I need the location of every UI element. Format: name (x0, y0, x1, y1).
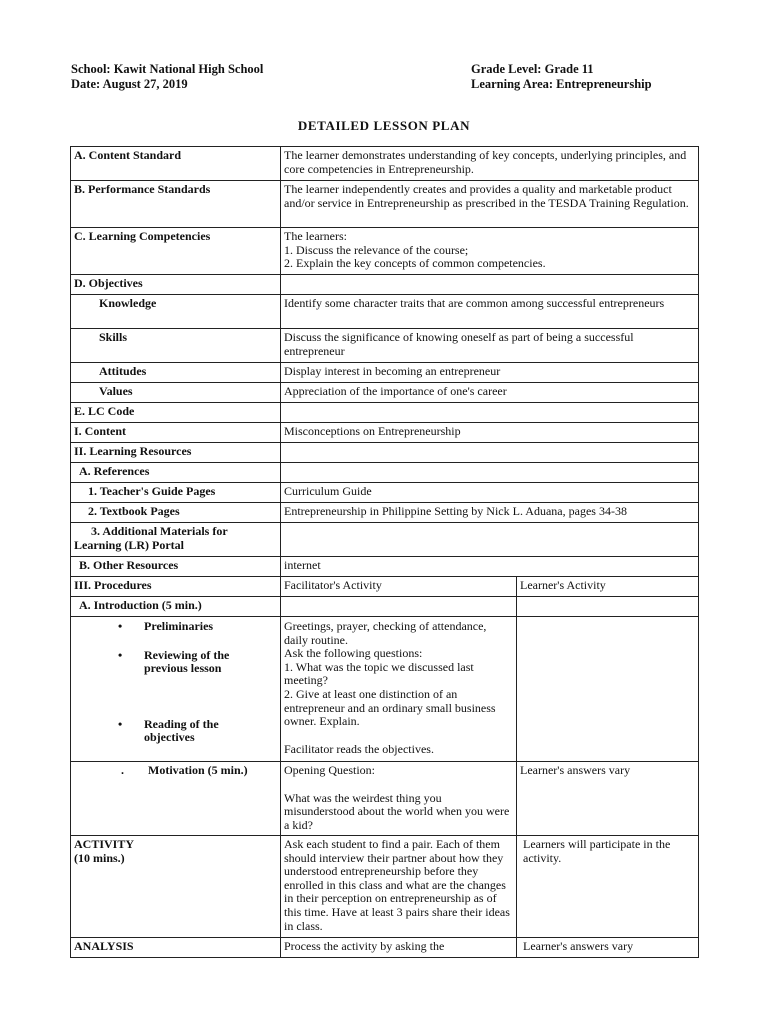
label-lc-code: E. LC Code (71, 403, 281, 423)
row-values (71, 383, 699, 403)
opening-question: What was the weirdest thing you misunderstood about the world when you were a kid? (284, 790, 510, 832)
step-label: Preliminaries (144, 619, 214, 633)
competency-1: 1. Discuss the relevance of the course; (284, 242, 469, 257)
competency-2: 2. Explain the key concepts of common competencies. (284, 256, 546, 271)
row-lc-code (71, 403, 699, 423)
row-performance-standards (71, 181, 699, 228)
label-additional-materials: 3. Additional Materials for Learning (LR) Portal (71, 523, 281, 557)
label-values: Values (71, 383, 281, 403)
value-values: Appreciation of the importance of one's career (281, 383, 699, 403)
value-objectives (281, 275, 699, 295)
value-teachers-guide: Curriculum Guide (281, 483, 699, 503)
lesson-date: Date: August 27, 2019 (71, 77, 188, 91)
label-procedures: III. Procedures (71, 577, 281, 597)
label-skills: Skills (71, 329, 281, 363)
motivation-learner: Learner's answers vary (517, 762, 699, 836)
label-attitudes: Attitudes (71, 363, 281, 383)
row-teachers-guide (71, 483, 699, 503)
header-learner-activity: Learner's Activity (517, 577, 699, 597)
step-label: Reviewing of the previous lesson (144, 647, 230, 676)
row-motivation (71, 762, 699, 836)
page-title: DETAILED LESSON PLAN (297, 118, 471, 133)
header-left (71, 62, 263, 92)
value-lc-code (281, 403, 699, 423)
row-content-standard (71, 147, 699, 181)
label-motivation (71, 762, 281, 836)
row-references (71, 463, 699, 483)
value-skills: Discuss the significance of knowing oneself as part of being a successful entrepreneur (281, 329, 699, 363)
activity-facilitator: Ask each student to find a pair. Each of them should interview their partner about how they understood entrepreneurship before they enrolled in this class and what are the changes in their perception on entrepreneurship as of this time. Have at least 3 pairs share their ideas in class. (281, 836, 517, 938)
row-knowledge (71, 295, 699, 329)
objectives-text: Facilitator reads the objectives. (284, 741, 434, 756)
label-objectives: D. Objectives (71, 275, 281, 295)
label-analysis: ANALYSIS (71, 938, 281, 958)
introduction-details-learner (517, 617, 699, 762)
value-textbook: Entrepreneurship in Philippine Setting by Nick L. Aduana, pages 34-38 (281, 503, 699, 523)
row-learning-competencies (71, 228, 699, 275)
row-activity (71, 836, 699, 938)
value-learning-resources (281, 443, 699, 463)
value-additional-materials (281, 523, 699, 557)
value-other-resources: internet (281, 557, 699, 577)
competencies-intro: The learners: (284, 229, 347, 243)
introduction-learner (517, 597, 699, 617)
label-introduction: A. Introduction (5 min.) (71, 597, 281, 617)
introduction-steps (71, 617, 281, 762)
grade-level: Grade Level: Grade 11 (471, 62, 594, 76)
activity-duration: (10 mins.) (74, 850, 125, 865)
value-knowledge: Identify some character traits that are common among successful entrepreneurs (281, 295, 699, 329)
row-additional-materials (71, 523, 699, 557)
row-skills (71, 329, 699, 363)
row-analysis (71, 938, 699, 958)
label-content-standard: A. Content Standard (71, 147, 281, 181)
introduction-details-facilitator (281, 617, 517, 762)
value-attitudes: Display interest in becoming an entrepreneur (281, 363, 699, 383)
label-learning-competencies: C. Learning Competencies (71, 228, 281, 275)
label-knowledge: Knowledge (71, 295, 281, 329)
value-content-standard: The learner demonstrates understanding of key concepts, underlying principles, and core competencies in Entrepreneurship. (281, 147, 699, 181)
header-right (471, 62, 652, 92)
value-content: Misconceptions on Entrepreneurship (281, 423, 699, 443)
bullet: • (118, 716, 123, 731)
analysis-learner: Learner's answers vary (517, 938, 699, 958)
motivation-facilitator (281, 762, 517, 836)
motivation-marker: . (121, 763, 124, 777)
bullet: • (118, 619, 123, 633)
row-content (71, 423, 699, 443)
lesson-plan-table (70, 146, 699, 958)
label-performance-standards: B. Performance Standards (71, 181, 281, 228)
row-introduction (71, 597, 699, 617)
row-textbook (71, 503, 699, 523)
label-learning-resources: II. Learning Resources (71, 443, 281, 463)
row-procedures (71, 577, 699, 597)
school-name: School: Kawit National High School (71, 62, 264, 76)
label-content: I. Content (71, 423, 281, 443)
row-objectives (71, 275, 699, 295)
label-teachers-guide: 1. Teacher's Guide Pages (71, 483, 281, 503)
label-other-resources: B. Other Resources (71, 557, 281, 577)
step-reviewing (74, 649, 277, 676)
step-preliminaries (74, 620, 277, 634)
row-learning-resources (71, 443, 699, 463)
label-textbook: 2. Textbook Pages (71, 503, 281, 523)
header-facilitator-activity: Facilitator's Activity (281, 577, 517, 597)
value-learning-competencies (281, 228, 699, 275)
learning-area: Learning Area: Entrepreneurship (471, 77, 652, 91)
opening-question-label: Opening Question: (284, 763, 375, 777)
preliminaries-text: Greetings, prayer, checking of attendance, daily routine. (284, 619, 487, 647)
motivation-label: Motivation (5 min.) (148, 763, 248, 777)
row-other-resources (71, 557, 699, 577)
label-activity (71, 836, 281, 938)
question-2: 2. Give at least one distinction of an entrepreneur and an ordinary small business owner. Explain. (284, 686, 496, 729)
step-reading-objectives (74, 718, 277, 745)
label-references: A. References (71, 463, 281, 483)
step-label: Reading of the objectives (144, 716, 219, 745)
activity-label: ACTIVITY (74, 837, 135, 851)
questions-intro: Ask the following questions: (284, 646, 423, 661)
row-attitudes (71, 363, 699, 383)
question-1: 1. What was the topic we discussed last meeting? (284, 659, 474, 688)
row-introduction-details (71, 617, 699, 762)
value-performance-standards: The learner independently creates and provides a quality and marketable product and/or service in Entrepreneurship as prescribed in the TESDA Training Regulation. (281, 181, 699, 228)
analysis-facilitator: Process the activity by asking the (281, 938, 517, 958)
bullet: • (118, 647, 123, 662)
value-references (281, 463, 699, 483)
introduction-facilitator (281, 597, 517, 617)
activity-learner: Learners will participate in the activity. (517, 836, 699, 938)
